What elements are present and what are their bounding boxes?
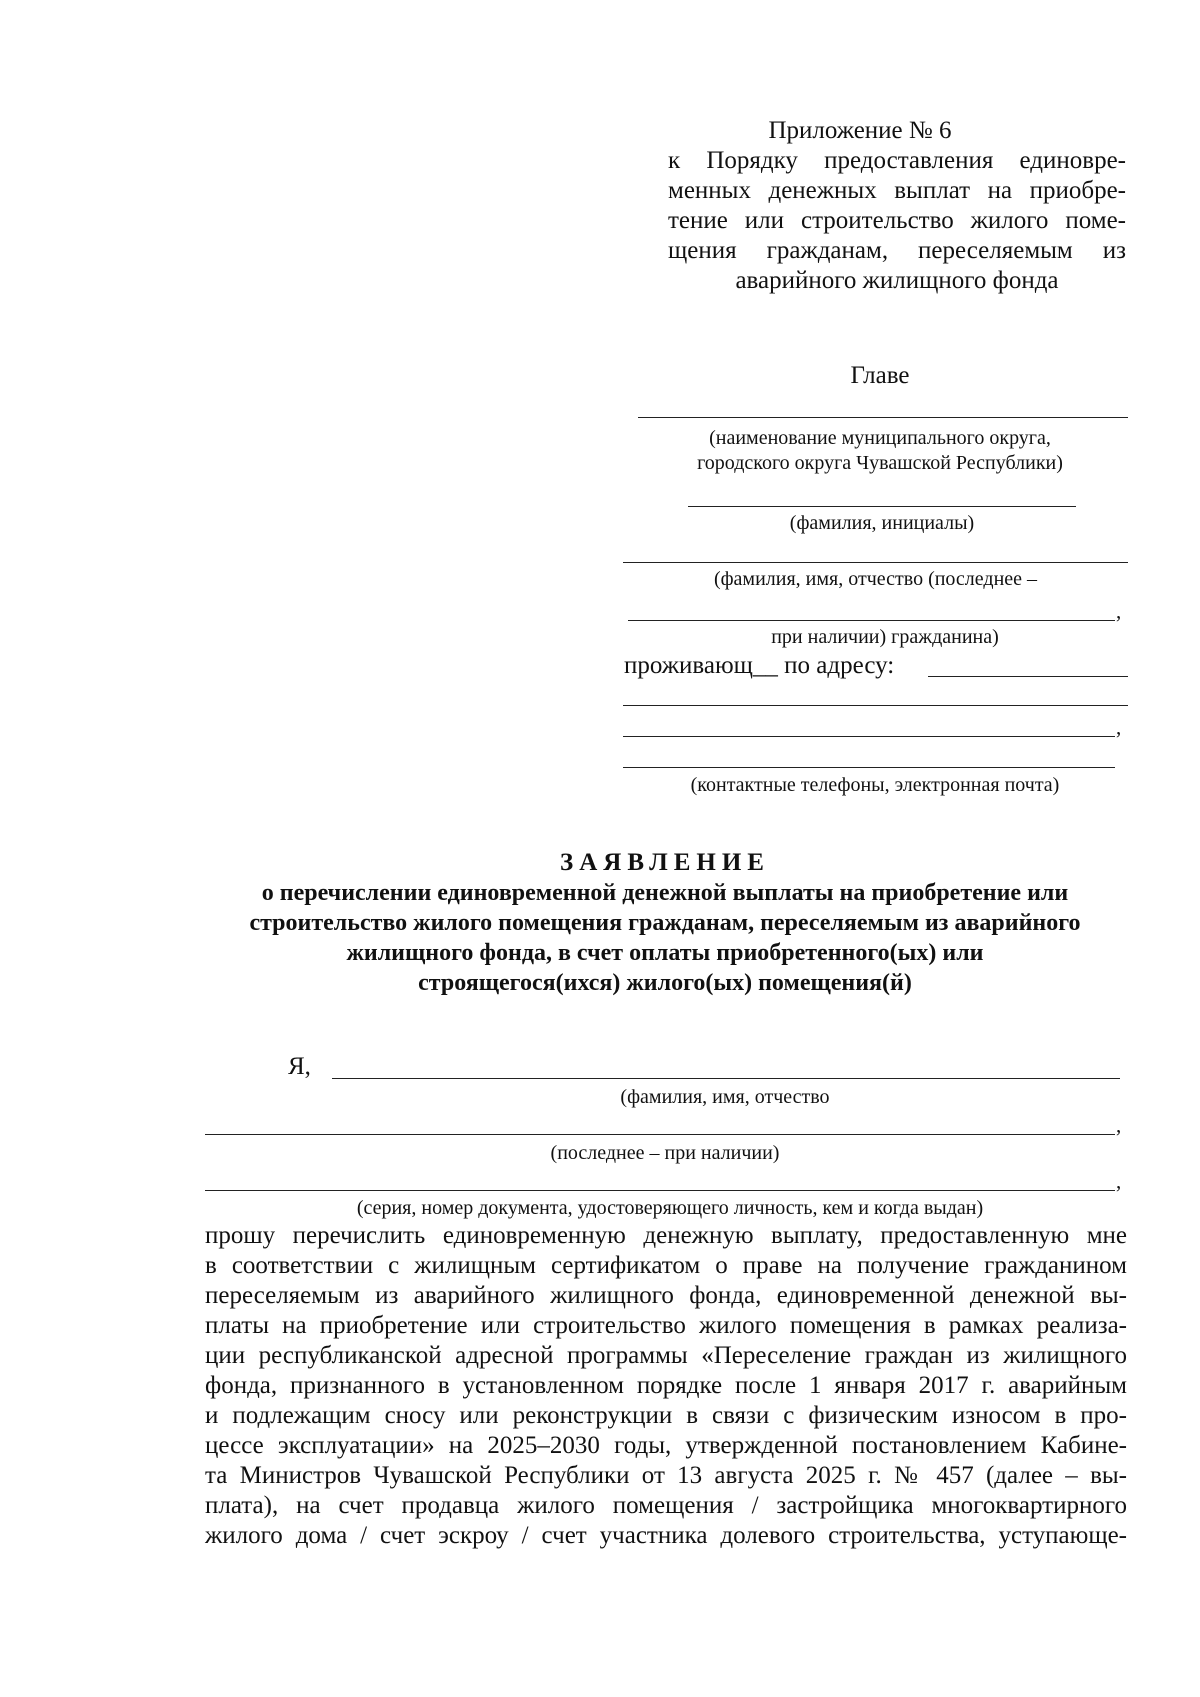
comma: , <box>1116 1169 1122 1193</box>
applicant-line-1[interactable] <box>332 1078 1120 1079</box>
comma: , <box>1116 715 1122 739</box>
caption-document: (серия, номер документа, удостоверяющего личность, кем и когда выдан) <box>356 1197 984 1219</box>
initials-line[interactable] <box>688 506 1076 507</box>
document-line[interactable] <box>205 1190 1115 1191</box>
caption-municipality-2: городского округа Чувашской Республики) <box>697 452 1063 474</box>
address-line-2[interactable] <box>623 705 1128 706</box>
body-line: плата), на счет продавца жилого помещения / застройщика многоквартирного <box>205 1492 1127 1519</box>
caption-applicant-fio: (фамилия, имя, отчество <box>620 1086 830 1108</box>
body-line: в соответствии с жилищным сертификатом о праве на получение гражданином <box>205 1252 1127 1279</box>
caption-initials: (фамилия, инициалы) <box>789 512 975 534</box>
addressee-glave: Главе <box>850 362 910 389</box>
subtitle-line: о перечислении единовременной денежной выплаты на приобретение или <box>261 880 1069 906</box>
caption-fio: (фамилия, имя, отчество (последнее – <box>713 568 1038 590</box>
address-line-3[interactable] <box>623 736 1115 737</box>
address-line-1[interactable] <box>928 676 1128 677</box>
appendix-line: менных денежных выплат на приобре- <box>668 177 1126 204</box>
residing-label: проживающ__ по адресу: <box>624 652 895 679</box>
caption-citizen: при наличии) гражданина) <box>771 626 999 648</box>
subtitle-line: жилищного фонда, в счет оплаты приобретенного(ых) или <box>346 940 984 966</box>
subtitle-line: строящегося(ихся) жилого(ых) помещения(й) <box>418 970 912 996</box>
body-line: платы на приобретение или строительство жилого помещения в рамках реализа- <box>205 1312 1127 1339</box>
body-line: прошу перечислить единовременную денежную выплату, предоставленную мне <box>205 1222 1127 1249</box>
appendix-line: к Порядку предоставления единовре- <box>668 147 1126 174</box>
comma: , <box>1116 1113 1122 1137</box>
statement-heading: ЗАЯВЛЕНИЕ <box>560 849 770 876</box>
fio-line[interactable] <box>623 562 1128 563</box>
subtitle-line: строительство жилого помещения гражданам, переселяемым из аварийного <box>249 910 1081 936</box>
caption-contacts: (контактные телефоны, электронная почта) <box>690 774 1060 796</box>
body-line: жилого дома / счет эскроу / счет участника долевого строительства, уступающе- <box>205 1522 1127 1549</box>
applicant-line-2[interactable] <box>205 1134 1115 1135</box>
appendix-title: Приложение № 6 <box>768 117 952 144</box>
contacts-line[interactable] <box>623 767 1115 768</box>
body-line: цессе эксплуатации» на 2025–2030 годы, утвержденной постановлением Кабине- <box>205 1432 1127 1459</box>
body-line: и подлежащим сносу или реконструкции в связи с физическим износом в про- <box>205 1402 1127 1429</box>
municipality-line[interactable] <box>638 417 1128 418</box>
comma: , <box>1116 599 1122 623</box>
statement-subtitle <box>170 878 1160 998</box>
appendix-text <box>668 146 1126 296</box>
body-line: та Министров Чувашской Республики от 13 августа 2025 г. № 457 (далее – вы- <box>205 1462 1127 1489</box>
body-line: фонда, признанного в установленном порядке после 1 января 2017 г. аварийным <box>205 1372 1127 1399</box>
appendix-line-last: аварийного жилищного фонда <box>735 267 1059 294</box>
appendix-line: щения гражданам, переселяемым из <box>668 237 1126 264</box>
appendix-line: тение или строительство жилого поме- <box>668 207 1126 234</box>
body-paragraph <box>205 1221 1127 1551</box>
body-line: ции республиканской адресной программы «Переселение граждан из жилищного <box>205 1342 1127 1369</box>
i-label: Я, <box>288 1053 311 1080</box>
caption-applicant-last: (последнее – при наличии) <box>550 1142 780 1164</box>
body-line: переселяемым из аварийного жилищного фонда, единовременной денежной вы- <box>205 1282 1127 1309</box>
fio-line-2[interactable] <box>628 620 1115 621</box>
caption-municipality-1: (наименование муниципального округа, <box>709 427 1051 449</box>
